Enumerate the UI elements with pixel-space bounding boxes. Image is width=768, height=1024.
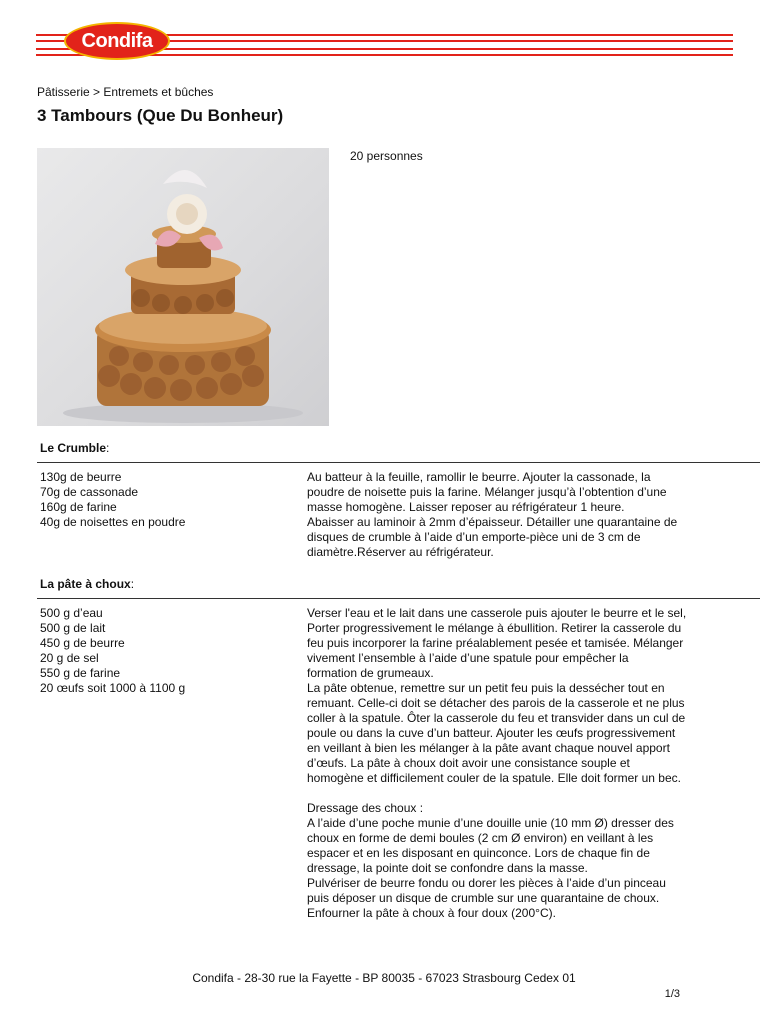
ingredient-list-choux	[40, 606, 185, 696]
brand-logo	[64, 22, 170, 60]
instruction-line: Pulvériser de beurre fondu ou dorer les pièces à l’aide d’un pinceau	[307, 876, 666, 890]
instructions-crumble	[307, 470, 727, 560]
page-footer: Condifa - 28-30 rue la Fayette - BP 80035 - 67023 Strasbourg Cedex 01	[192, 971, 576, 985]
ingredient-item: 550 g de farine	[40, 666, 121, 680]
cake-illustration	[37, 148, 329, 426]
instruction-subheading: Dressage des choux :	[307, 801, 424, 815]
instruction-line: Au batteur à la feuille, ramollir le beurre. Ajouter la cassonade, la	[307, 470, 651, 484]
recipe-photo	[37, 148, 329, 426]
section-title-crumble: Le Crumble:	[40, 441, 110, 455]
ingredient-item: 160g de farine	[40, 500, 117, 514]
page-header	[0, 0, 768, 80]
ingredient-item: 70g de cassonade	[40, 485, 139, 499]
instruction-line: Enfourner la pâte à choux à four doux (200°C).	[307, 906, 556, 920]
instructions-choux	[307, 606, 727, 921]
servings: 20 personnes	[350, 149, 423, 163]
instruction-line: espacer et en les disposant en quinconce. Lors de chaque fin de	[307, 846, 650, 860]
instruction-line: formation de grumeaux.	[307, 666, 434, 680]
instruction-line: remuant. Celle-ci doit se détacher des parois de la casserole et ne plus	[307, 696, 685, 710]
instruction-line: diamètre.Réserver au réfrigérateur.	[307, 545, 494, 559]
instruction-line: poule ou dans la cuve d’un batteur. Ajouter les œufs progressivement	[307, 726, 676, 740]
instruction-line: Verser l'eau et le lait dans une casserole puis ajouter le beurre et le sel,	[307, 606, 687, 620]
ingredient-list-crumble	[40, 470, 185, 530]
ingredient-item: 40g de noisettes en poudre	[40, 515, 186, 529]
section-divider	[37, 598, 760, 599]
instruction-line: La pâte obtenue, remettre sur un petit feu puis la dessécher tout en	[307, 681, 665, 695]
instruction-line: Abaisser au laminoir à 2mm d’épaisseur. Détailler une quarantaine de	[307, 515, 678, 529]
section-title-text: Le Crumble	[40, 441, 107, 455]
ingredient-item: 130g de beurre	[40, 470, 122, 484]
instruction-line: homogène et difficilement couler de la spatule. Elle doit former un bec.	[307, 771, 681, 785]
ingredient-item: 450 g de beurre	[40, 636, 125, 650]
instruction-line: disques de crumble à l’aide d’un emporte-pièce uni de 3 cm de	[307, 530, 641, 544]
ingredient-item: 20 œufs soit 1000 à 1100 g	[40, 681, 186, 695]
instruction-spacer	[307, 786, 727, 801]
ingredient-item: 500 g de lait	[40, 621, 106, 635]
instruction-line: feu puis incorporer la farine préalablement pesée et tamisée. Mélanger	[307, 636, 684, 650]
brand-logo-text: Condifa	[81, 29, 153, 52]
instruction-line: poudre de noisette puis la farine. Mélanger jusqu’à l’obtention d’une	[307, 485, 667, 499]
section-divider	[37, 462, 760, 463]
ingredient-item: 20 g de sel	[40, 651, 99, 665]
page-number: 1/3	[664, 988, 680, 1000]
instruction-line: Porter progressivement le mélange à ébullition. Retirer la casserole du	[307, 621, 682, 635]
instruction-line: masse homogène. Laisser reposer au réfrigérateur 1 heure.	[307, 500, 625, 514]
instruction-line: en veillant à bien les mélanger à la pâte avant chaque nouvel apport	[307, 741, 670, 755]
section-title-choux: La pâte à choux:	[40, 577, 135, 591]
instruction-line: coller à la spatule. Ôter la casserole du feu et transvider dans un cul de	[307, 711, 686, 725]
page-title: 3 Tambours (Que Du Bonheur)	[37, 106, 284, 125]
instruction-line: choux en forme de demi boules (2 cm Ø environ) en veillant à les	[307, 831, 654, 845]
instruction-line: vivement l’ensemble à l’aide d’une spatule pour empêcher la	[307, 651, 629, 665]
ingredient-item: 500 g d’eau	[40, 606, 103, 620]
breadcrumb: Pâtisserie > Entremets et bûches	[37, 85, 214, 99]
instruction-line: puis déposer un disque de crumble sur une quarantaine de choux.	[307, 891, 660, 905]
instruction-line: A l’aide d’une poche munie d’une douille unie (10 mm Ø) dresser des	[307, 816, 674, 830]
section-title-text: La pâte à choux	[40, 577, 131, 591]
instruction-line: dressage, la pointe doit se confondre dans la masse.	[307, 861, 588, 875]
instruction-line: d’œufs. La pâte à choux doit avoir une consistance souple et	[307, 756, 630, 770]
